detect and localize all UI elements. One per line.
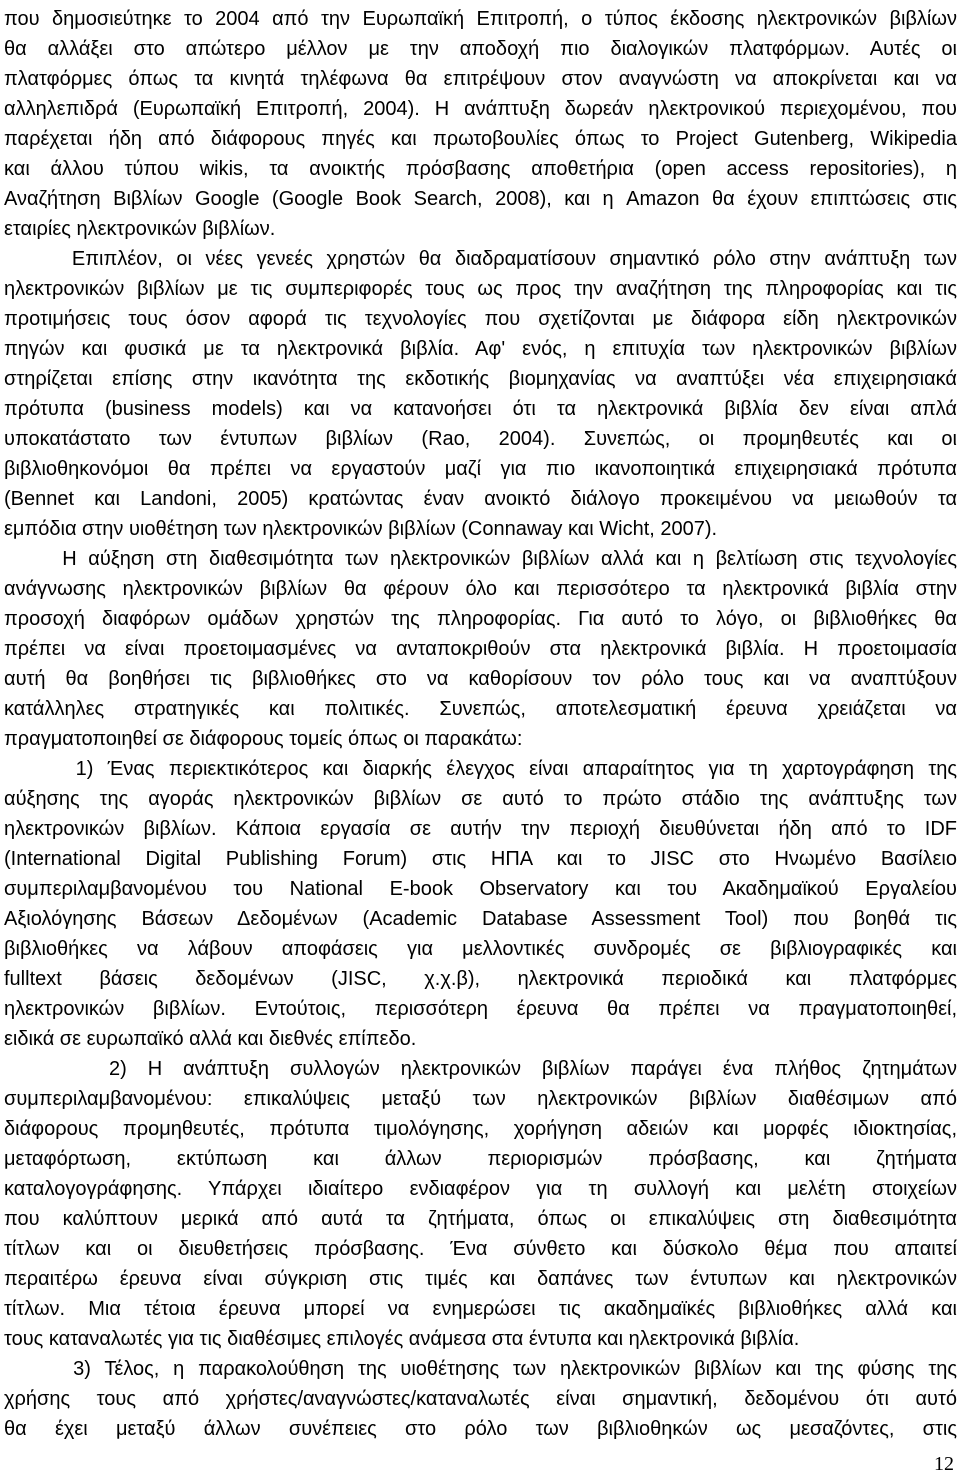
- text-line: πρέπει να είναι προετοιμασμένες να ανταποκριθούν στα ηλεκτρονικά βιβλία. Η προετοιμασία: [4, 638, 957, 660]
- text-line: συμπεριλαμβανομένου: επικαλύψεις μεταξύ των ηλεκτρονικών βιβλίων διαθέσιμων από: [4, 1088, 957, 1110]
- text-line: στηρίζεται επίσης στην ικανότητα της εκδοτικής βιομηχανίας να αναπτύξει νέα επιχειρησιακά: [4, 368, 957, 390]
- text-line: τίτλων και οι διευθετήσεις πρόσβασης. Ένα σύνθετο και δύσκολο θέμα που απαιτεί: [4, 1238, 957, 1260]
- text-line: υποκατάστατο των έντυπων βιβλίων (Rao, 2004). Συνεπώς, οι προμηθευτές και οι: [4, 428, 957, 450]
- text-line: προτιμήσεις τους όσον αφορά τις τεχνολογίες που σχετίζονται με διάφορα είδη ηλεκτρονικών: [4, 308, 957, 330]
- text-line: (International Digital Publishing Forum) στις ΗΠΑ και το JISC στο Ηνωμένο Βασίλειο: [4, 848, 957, 870]
- text-line: ειδικά σε ευρωπαϊκό αλλά και διεθνές επίπεδο.: [4, 1028, 417, 1050]
- text-line: εμπόδια στην υιοθέτηση των ηλεκτρονικών βιβλίων (Connaway και Wicht, 2007).: [4, 518, 718, 540]
- text-line: συμπεριλαμβανομένου του National E-book Observatory και του Ακαδημαϊκού Εργαλείου: [4, 878, 957, 900]
- text-line: περαιτέρω έρευνα είναι σύγκριση στις τιμές και δαπάνες των έντυπων και ηλεκτρονικών: [4, 1268, 957, 1290]
- text-line: μεταφόρτωση, εκτύπωση και άλλων περιορισμών πρόσβασης, και ζητήματα: [4, 1148, 957, 1170]
- text-line: παρέχεται ήδη από διάφορους πηγές και πρωτοβουλίες όπως το Project Gutenberg, Wikipedia: [4, 128, 957, 150]
- text-line: Η αύξηση στη διαθεσιμότητα των ηλεκτρονικών βιβλίων αλλά και η βελτίωση στις τεχνολογίες: [4, 548, 957, 570]
- text-line: ηλεκτρονικών βιβλίων. Εντούτοις, περισσότερη έρευνα θα πρέπει να πραγματοποιηθεί,: [4, 998, 957, 1020]
- text-line: ηλεκτρονικών βιβλίων. Κάποια εργασία σε αυτήν την περιοχή διευθύνεται ήδη από το IDF: [4, 818, 957, 840]
- text-line: που δημοσιεύτηκε το 2004 από την Ευρωπαϊκή Επιτροπή, ο τύπος έκδοσης ηλεκτρονικών βιβλίων: [4, 8, 957, 30]
- text-line: βιβλιοθήκες να λάβουν αποφάσεις για μελλοντικές συνδρομές σε βιβλιογραφικές και: [4, 938, 957, 960]
- list-item-2: 2) Η ανάπτυξη συλλογών ηλεκτρονικών βιβλίων παράγει ένα πλήθος ζητημάτων: [4, 1058, 957, 1080]
- text-line: που καλύπτουν μερικά από αυτά τα ζητήματα, όπως οι επικαλύψεις στη διαθεσιμότητα: [4, 1208, 957, 1230]
- text-line: αλληλεπιδρά (Ευρωπαϊκή Επιτροπή, 2004). Η ανάπτυξη δωρεάν ηλεκτρονικού περιεχομένου, που: [4, 98, 957, 120]
- text-line: χρήσης τους από χρήστες/αναγνώστες/καταναλωτές είναι σημαντική, δεδομένου ότι αυτό: [4, 1388, 957, 1410]
- page-number: 12: [934, 1453, 954, 1475]
- text-line: καταλογογράφησης. Υπάρχει ιδιαίτερο ενδιαφέρον για τη συλλογή και μελέτη στοιχείων: [4, 1178, 957, 1200]
- text-line: πρότυπα (business models) και να κατανοήσει ότι τα ηλεκτρονικά βιβλία δεν είναι απλά: [4, 398, 957, 420]
- text-line: κατάλληλες στρατηγικές και πολιτικές. Συνεπώς, αποτελεσματική έρευνα χρειάζεται να: [4, 698, 957, 720]
- text-line: ανάγνωσης ηλεκτρονικών βιβλίων θα φέρουν όλο και περισσότερο τα ηλεκτρονικά βιβλία στην: [4, 578, 957, 600]
- text-line: Αξιολόγησης Βάσεων Δεδομένων (Academic Database Assessment Tool) που βοηθά τις: [4, 908, 957, 930]
- text-line: πραγματοποιηθεί σε διάφορους τομείς όπως οι παρακάτω:: [4, 728, 523, 750]
- text-line: Επιπλέον, οι νέες γενεές χρηστών θα διαδραματίσουν σημαντικό ρόλο στην ανάπτυξη των: [4, 248, 957, 270]
- text-line: ηλεκτρονικών βιβλίων με τις συμπεριφορές τους ως προς την αναζήτηση της πληροφορίας και τις: [4, 278, 957, 300]
- text-line: πηγών και φυσικά με τα ηλεκτρονικά βιβλία. Αφ' ενός, η επιτυχία των ηλεκτρονικών βιβλίων: [4, 338, 957, 360]
- text-line: τίτλων. Μια τέτοια έρευνα μπορεί να ενημερώσει τις ακαδημαϊκές βιβλιοθήκες αλλά και: [4, 1298, 957, 1320]
- text-line: fulltext βάσεις δεδομένων (JISC, χ.χ.β), ηλεκτρονικά περιοδικά και πλατφόρμες: [4, 968, 957, 990]
- text-line: πλατφόρμες όπως τα κινητά τηλέφωνα θα επιτρέψουν στον αναγνώστη να αποκρίνεται και να: [4, 68, 957, 90]
- text-line: (Bennet και Landoni, 2005) κρατώντας έναν ανοικτό διάλογο προκειμένου να μειωθούν τα: [4, 488, 957, 510]
- text-line: τους καταναλωτές για τις διαθέσιμες επιλογές ανάμεσα στα έντυπα και ηλεκτρονικά βιβλία.: [4, 1328, 800, 1350]
- text-line: προσοχή διαφόρων ομάδων χρηστών της πληροφορίας. Για αυτό το λόγο, οι βιβλιοθήκες θα: [4, 608, 957, 630]
- text-line: αύξησης της αγοράς ηλεκτρονικών βιβλίων σε αυτό το πρώτο στάδιο της ανάπτυξης των: [4, 788, 957, 810]
- text-line: και άλλου τύπου wikis, τα ανοικτής πρόσβασης αποθετήρια (open access repositories), η: [4, 158, 957, 180]
- list-item-3: 3) Τέλος, η παρακολούθηση της υιοθέτησης των ηλεκτρονικών βιβλίων και της φύσης της: [4, 1358, 957, 1380]
- text-line: θα έχει μεταξύ άλλων συνέπειες στο ρόλο των βιβλιοθηκών ως μεσαζόντες, στις: [4, 1418, 957, 1440]
- text-line: εταιρίες ηλεκτρονικών βιβλίων.: [4, 218, 276, 240]
- text-line: βιβλιοθηκονόμοι θα πρέπει να εργαστούν μαζί για πιο ικανοποιητικά επιχειρησιακά πρότυπα: [4, 458, 957, 480]
- text-line: αυτή θα βοηθήσει τις βιβλιοθήκες στο να καθορίσουν τον ρόλο τους και να αναπτύξουν: [4, 668, 957, 690]
- text-line: Αναζήτηση Βιβλίων Google (Google Book Search, 2008), και η Amazon θα έχουν επιπτώσεις στις: [4, 188, 957, 210]
- list-item-1: 1) Ένας περιεκτικότερος και διαρκής έλεγχος είναι απαραίτητος για τη χαρτογράφηση της: [4, 758, 957, 780]
- text-line: διάφορους προμηθευτές, πρότυπα τιμολόγησης, χορήγηση αδειών και μορφές ιδιοκτησίας,: [4, 1118, 957, 1140]
- text-line: θα αλλάξει στο απώτερο μέλλον με την αποδοχή πιο διαλογικών πλατφόρμων. Αυτές οι: [4, 38, 957, 60]
